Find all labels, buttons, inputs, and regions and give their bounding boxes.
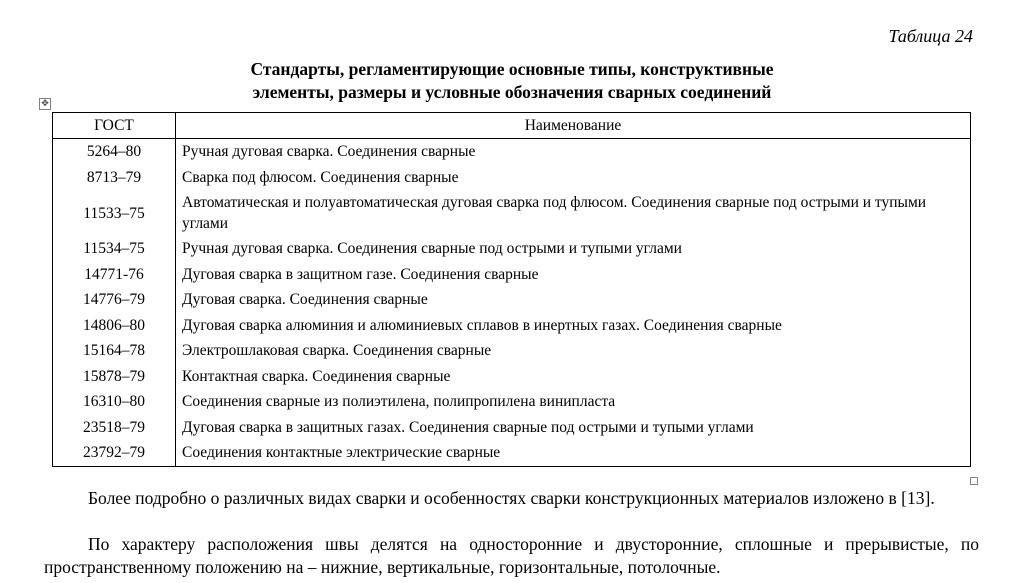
table-row: [53, 364, 971, 390]
table-row: [53, 313, 971, 339]
table-number-label: Таблица 24: [888, 26, 973, 46]
name-cell: Контактная сварка. Соединения сварные: [176, 364, 971, 390]
table-title-line-2: элементы, размеры и условные обозначения сварных соединений: [252, 82, 772, 102]
gost-cell: 11534–75: [53, 236, 176, 262]
gost-cell: 11533–75: [53, 190, 176, 236]
table-move-handle-icon[interactable]: ✥: [39, 98, 51, 110]
name-cell: Соединения контактные электрические сварные: [176, 440, 971, 466]
table-row: [53, 415, 971, 441]
gost-cell: 23792–79: [53, 440, 176, 466]
name-cell: Дуговая сварка в защитном газе. Соединения сварные: [176, 262, 971, 288]
name-cell: Дуговая сварка. Соединения сварные: [176, 287, 971, 313]
table-row: [53, 262, 971, 288]
gost-cell: 15878–79: [53, 364, 176, 390]
table-resize-handle[interactable]: [970, 477, 978, 485]
name-cell: Дуговая сварка алюминия и алюминиевых сплавов в инертных газах. Соединения сварные: [176, 313, 971, 339]
gost-cell: 14806–80: [53, 313, 176, 339]
body-paragraph-1: Более подробно о различных видах сварки и особенностях сварки конструкционных материалов изложено в [13].: [88, 488, 935, 508]
table-title-line-1: Стандарты, регламентирующие основные типы, конструктивные: [250, 59, 774, 79]
header-name: Наименование: [176, 113, 971, 139]
gost-cell: 14771-76: [53, 262, 176, 288]
gost-cell: 15164–78: [53, 338, 176, 364]
gost-cell: 23518–79: [53, 415, 176, 441]
table-row: [53, 287, 971, 313]
standards-table: [52, 112, 971, 467]
table-header-row: [53, 113, 971, 139]
table-row: [53, 139, 971, 165]
name-cell: Ручная дуговая сварка. Соединения сварные: [176, 139, 971, 165]
table-row: [53, 190, 971, 236]
name-cell: Соединения сварные из полиэтилена, полипропилена винипласта: [176, 389, 971, 415]
body-paragraph-2: По характеру расположения швы делятся на односторонние и двусторонние, сплошные и прерывистые, по пространственному положению на – нижние, вертикальные, горизонтальные, потолочные.: [44, 534, 979, 577]
name-cell: Дуговая сварка в защитных газах. Соединения сварные под острыми и тупыми углами: [176, 415, 971, 441]
name-cell: Электрошлаковая сварка. Соединения сварные: [176, 338, 971, 364]
gost-cell: 16310–80: [53, 389, 176, 415]
table-row: [53, 440, 971, 466]
name-cell: Сварка под флюсом. Соединения сварные: [176, 165, 971, 191]
table-title: [0, 58, 1017, 104]
name-cell: Автоматическая и полуавтоматическая дуговая сварка под флюсом. Соединения сварные под острыми и тупыми углами: [176, 190, 971, 236]
gost-cell: 5264–80: [53, 139, 176, 165]
table-row: [53, 389, 971, 415]
table-row: [53, 338, 971, 364]
table-row: [53, 236, 971, 262]
gost-cell: 14776–79: [53, 287, 176, 313]
table-row: [53, 165, 971, 191]
gost-cell: 8713–79: [53, 165, 176, 191]
header-gost: ГОСТ: [53, 113, 176, 139]
name-cell: Ручная дуговая сварка. Соединения сварные под острыми и тупыми углами: [176, 236, 971, 262]
